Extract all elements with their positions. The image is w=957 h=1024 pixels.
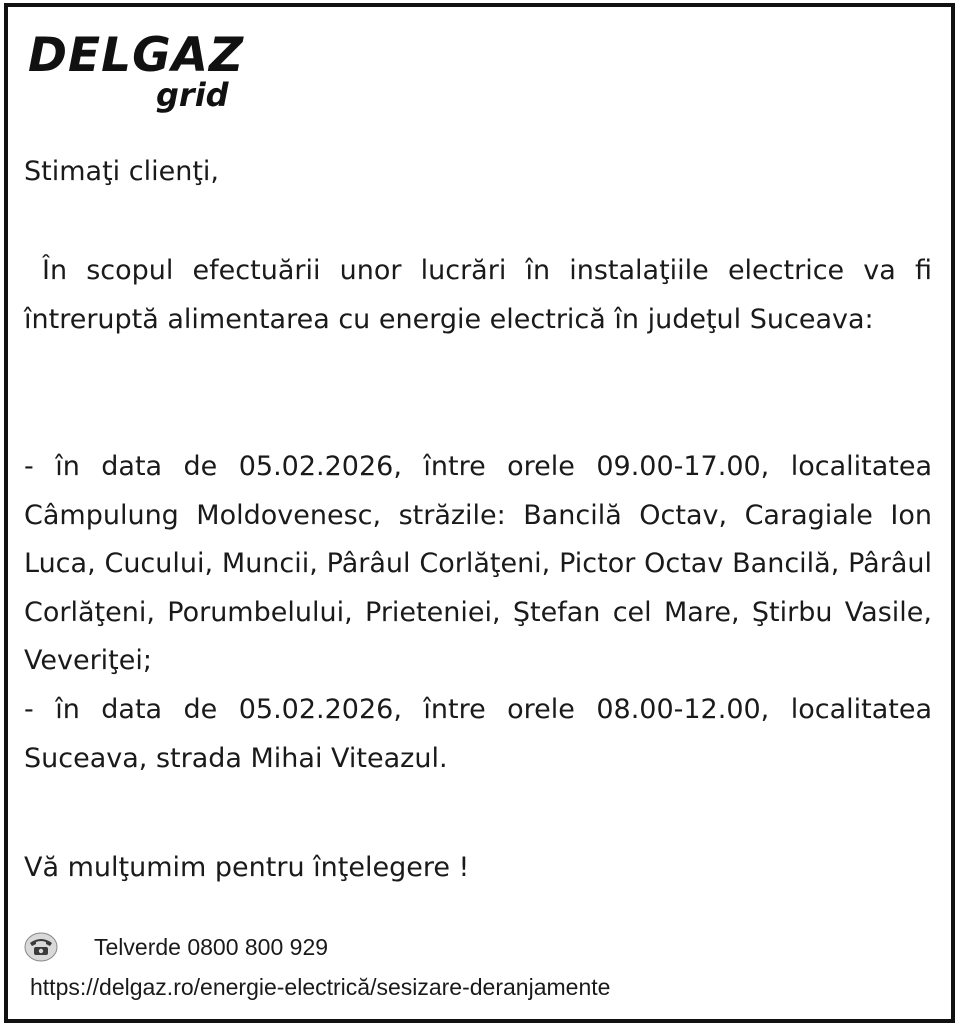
closing-line: Vă mulţumim pentru înţelegere !: [24, 852, 470, 883]
intro-paragraph: În scopul efectuării unor lucrări în instalaţiile electrice va fi întreruptă alimentarea cu energie electrică în judeţul Suceava:: [24, 255, 932, 335]
telephone-icon: [24, 932, 58, 962]
phone-number: Telverde 0800 800 929: [94, 933, 329, 960]
outage-item-suceava: - în data de 05.02.2026, între orele 08.00-12.00, localitatea Suceava, strada Mihai Viteazul.: [24, 694, 932, 774]
phone-contact: [24, 930, 328, 964]
delgaz-grid-logo: [28, 30, 248, 120]
report-url-link[interactable]: https://delgaz.ro/energie-electrică/sesizare-deranjamente: [30, 974, 611, 1000]
outage-item-campulung: - în data de 05.02.2026, între orele 09.00-17.00, localitatea Câmpulung Moldovenesc, străzile: Bancilă Octav, Caragiale Ion Luca, Cucului, Muncii, Pârâul Corlăţeni, Pictor Octav Bancilă, Pârâul Corlăţeni, Porumbelului, Prieteniei, Ştefan cel Mare, Ştirbu Vasile, Veveriţei;: [24, 451, 932, 676]
greeting: Stimaţi clienţi,: [24, 156, 219, 187]
logo-sub: grid: [156, 76, 229, 114]
logo-brand: DELGAZ: [28, 28, 245, 83]
